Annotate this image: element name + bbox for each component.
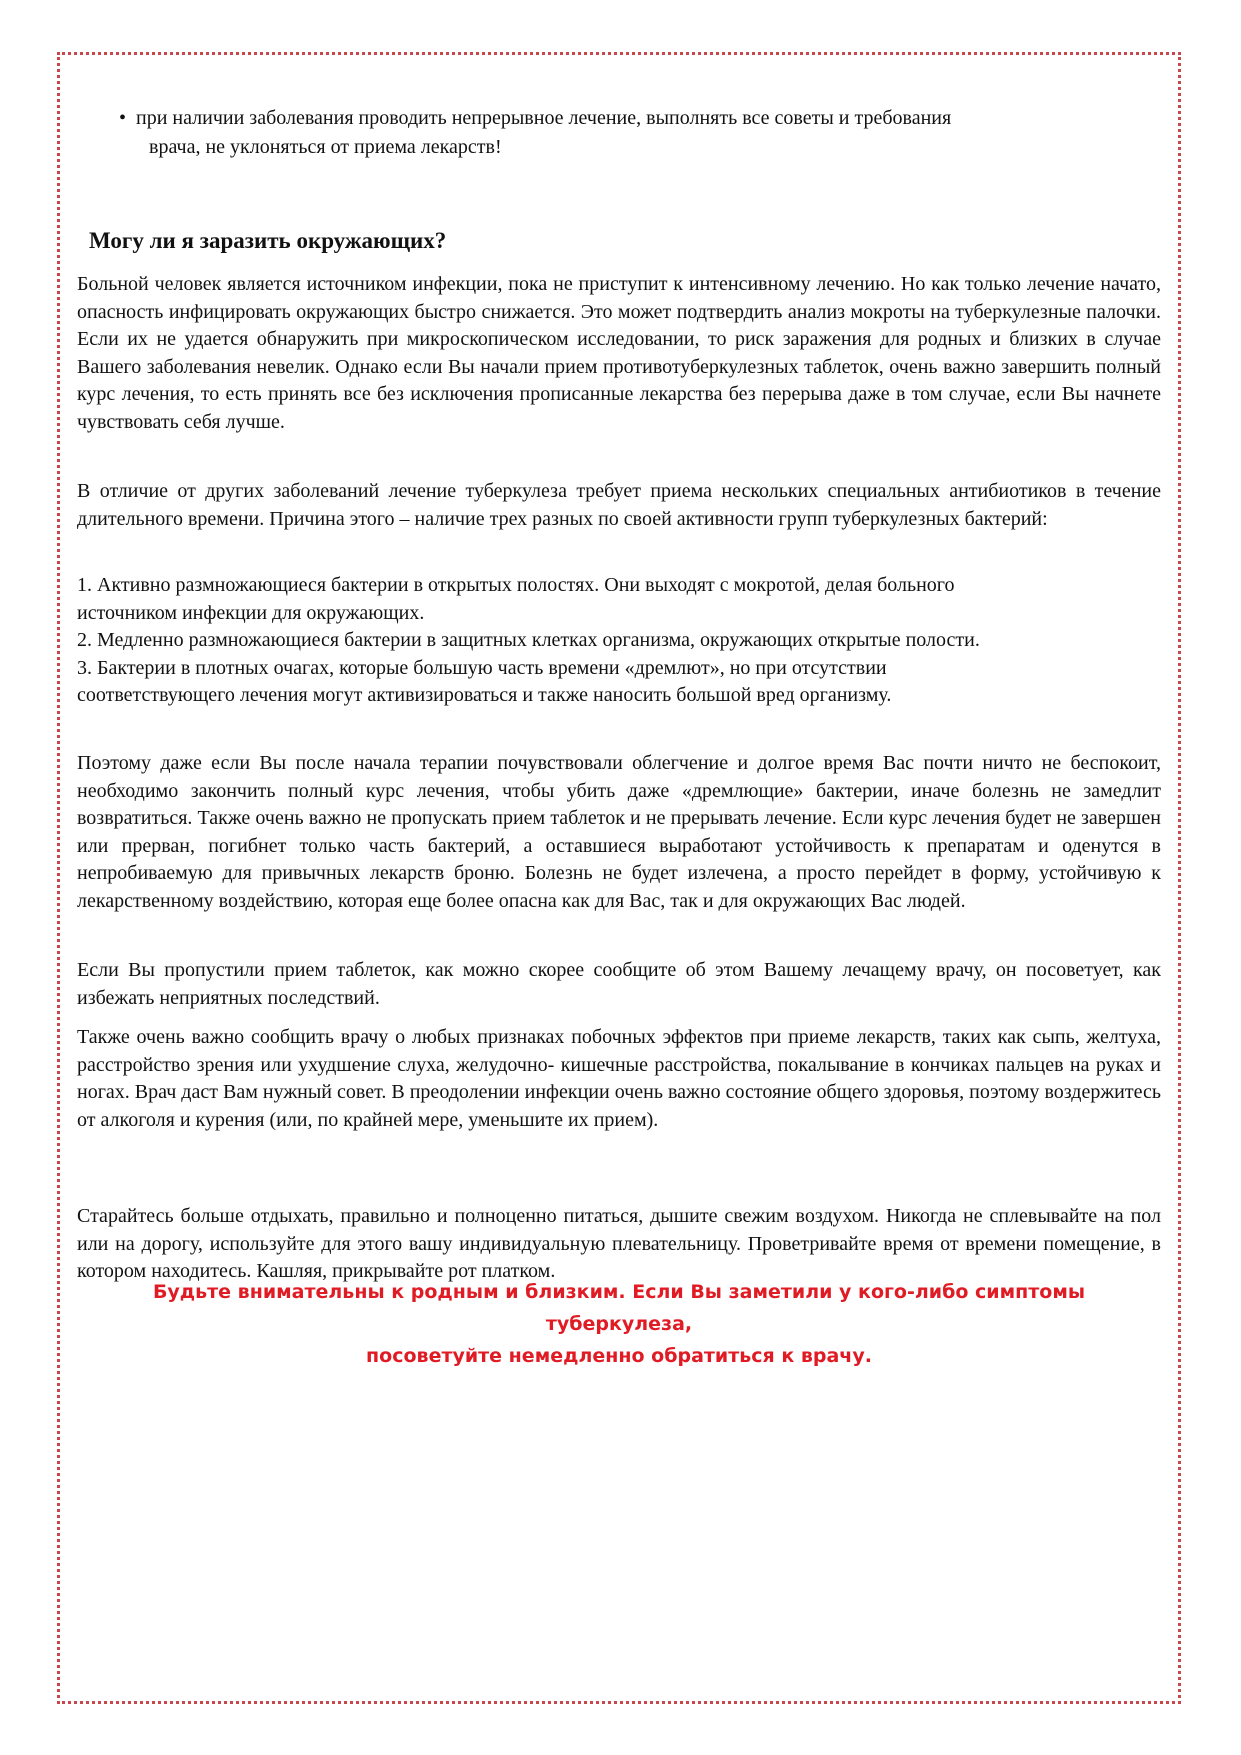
section-heading: Могу ли я заразить окружающих? xyxy=(89,228,447,253)
list-item: 1. Активно размножающиеся бактерии в открытых полостях. Они выходят с мокротой, делая больного xyxy=(77,574,955,596)
list-item: 3. Бактерии в плотных очагах, которые большую часть времени «дремлют», но при отсутствии xyxy=(77,656,887,679)
paragraph-lifestyle: Старайтесь больше отдыхать, правильно и полноценно питаться, дышите свежим воздухом. Никогда не сплевывайте на пол или на дорогу, используйте для этого вашу индивидуальную плевательницу. Проветривайте время от времени помещение, в котором находитесь. Кашляя, прикрывайте рот платком. xyxy=(77,1205,1161,1282)
bacteria-groups-list xyxy=(77,572,1161,710)
warning-notice xyxy=(77,1276,1161,1372)
document-body xyxy=(77,104,1161,1367)
paragraph-treatment: В отличие от других заболеваний лечение туберкулеза требует приема нескольких специальных антибиотиков в течение длительного времени. Причина этого – наличие трех разных по своей активности групп туберкулезных бактерий: xyxy=(77,480,1161,530)
warning-line-1: Будьте внимательны к родным и близким. Если Вы заметили у кого-либо симптомы туберкулеза, xyxy=(152,1281,1086,1335)
paragraph-contagion: Больной человек является источником инфекции, пока не приступит к интенсивному лечению. Но как только лечение начато, опасность инфицировать окружающих быстро снижается. Это может подтвердить анализ мокроты на туберкулезные палочки. Если их не удается обнаружить при микроскопическом исследовании, то риск заражения для родных и близких в случае Вашего заболевания невелик. Однако если Вы начали прием противотуберкулезных таблеток, очень важно завершить полный курс лечения, то есть принять все без исключения прописанные лекарства без перерыва даже в том случае, если Вы начнете чувствовать себя лучше. xyxy=(77,273,1161,433)
list-item: источником инфекции для окружающих. xyxy=(77,601,425,624)
bullet-text-line-1: при наличии заболевания проводить непрерывное лечение, выполнять все советы и требования xyxy=(136,107,952,129)
paragraph-full-course: Поэтому даже если Вы после начала терапии почувствовали облегчение и долгое время Вас почти ничто не беспокоит, необходимо закончить полный курс лечения, чтобы убить даже «дремлющие» бактерии, иначе болезнь не замедлит возвратиться. Также очень важно не пропускать прием таблеток и не прерывать лечение. Если курс лечения будет не завершен или прерван, погибнет только часть бактерий, а оставшиеся выработают устойчивость к препаратам и оденутся в непробиваемую для привычных лекарств броню. Болезнь не будет излечена, а просто перейдет в форму, устойчивую к лекарственному воздействию, которая еще более опасна как для Вас, так и для окружающих Вас людей. xyxy=(77,752,1161,912)
bullet-text-line-2: врача, не уклоняться от приема лекарств! xyxy=(149,136,502,158)
paragraph-side-effects: Также очень важно сообщить врачу о любых признаках побочных эффектов при приеме лекарств, таких как сыпь, желтуха, расстройство зрения или ухудшение слуха, желудочно- кишечные расстройства, покалывание в кончиках пальцев на руках и ногах. Врач даст Вам нужный совет. В преодолении инфекции очень важно состояние общего здоровья, поэтому воздержитесь от алкоголя и курения (или, по крайней мере, уменьшите их прием). xyxy=(77,1026,1161,1131)
bullet-icon: • xyxy=(119,107,127,129)
warning-line-2: посоветуйте немедленно обратиться к врачу. xyxy=(366,1345,872,1367)
bullet-item xyxy=(77,104,1161,162)
list-item: соответствующего лечения могут активизироваться и также наносить большой вред организму. xyxy=(77,684,892,706)
list-item: 2. Медленно размножающиеся бактерии в защитных клетках организма, окружающих открытые полости. xyxy=(77,629,980,651)
paragraph-missed-dose: Если Вы пропустили прием таблеток, как можно скорее сообщите об этом Вашему лечащему врачу, он посоветует, как избежать неприятных последствий. xyxy=(77,959,1161,1009)
